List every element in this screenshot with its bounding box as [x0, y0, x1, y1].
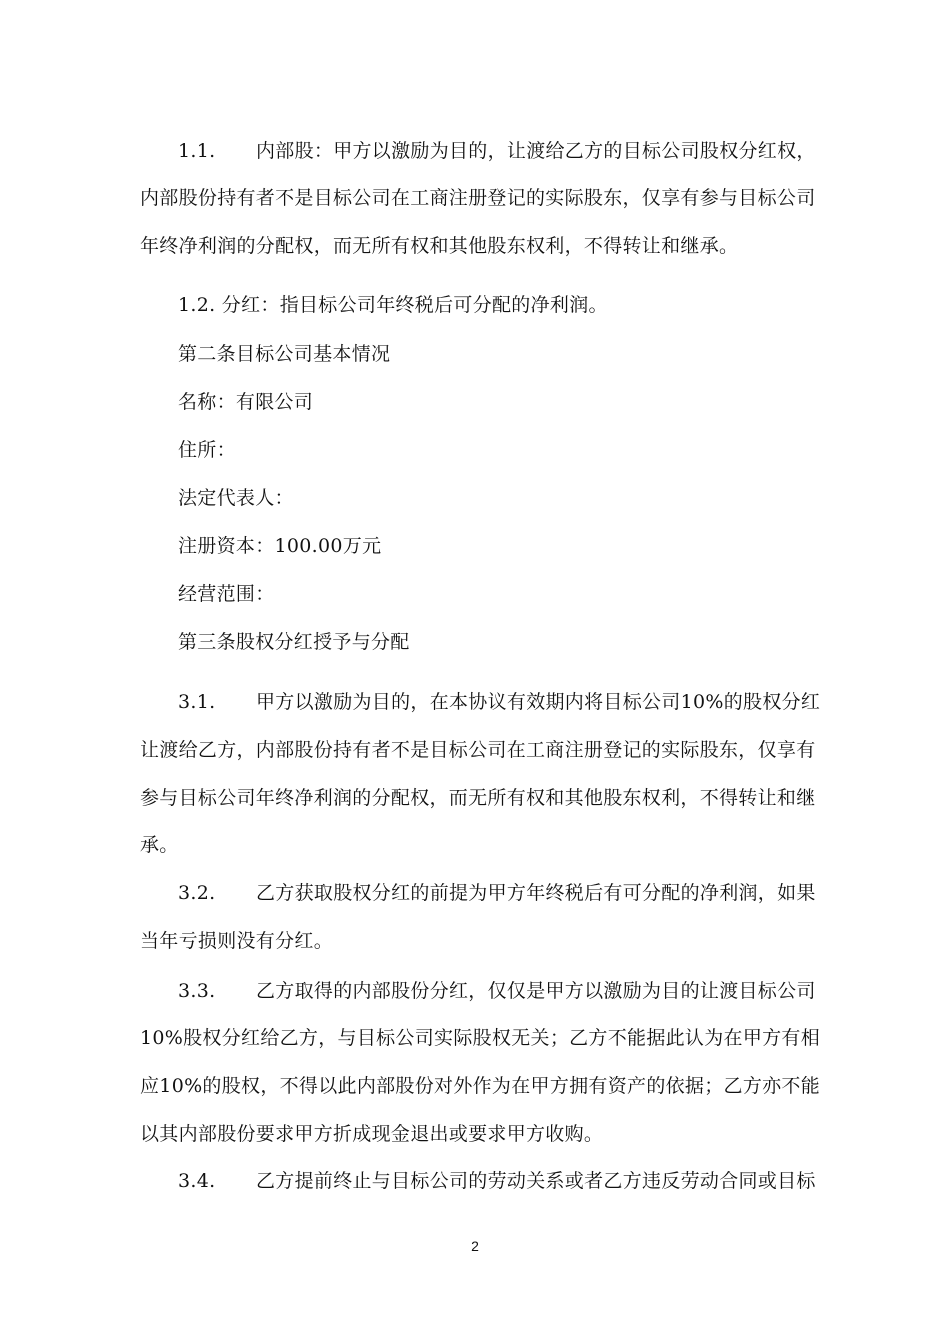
clause-text: 乙方获取股权分红的前提为甲方年终税后有可分配的净利润，如果 [256, 882, 816, 904]
business-scope: 经营范围： [178, 583, 275, 605]
paragraph-3-3-line-2: 10%股权分红给乙方，与目标公司实际股权无关；乙方不能据此认为在甲方有相 [140, 1027, 821, 1049]
paragraph-3-4-line-1 [178, 1168, 850, 1194]
paragraph-1-1-line-3: 年终净利润的分配权，而无所有权和其他股东权利，不得转让和继承。 [140, 235, 739, 257]
clause-number: 1.1. [178, 140, 216, 162]
paragraph-3-1-line-1 [178, 689, 850, 715]
registered-capital: 注册资本：100.00万元 [178, 535, 382, 557]
clause-text: 甲方以激励为目的，在本协议有效期内将目标公司10%的股权分红 [256, 691, 821, 713]
clause-number: 3.1. [178, 691, 216, 713]
company-address: 住所： [178, 439, 236, 461]
article-3-heading: 第三条股权分红授予与分配 [178, 631, 410, 653]
legal-representative: 法定代表人： [178, 487, 294, 509]
clause-text: 乙方提前终止与目标公司的劳动关系或者乙方违反劳动合同或目标 [256, 1170, 816, 1192]
paragraph-3-1-line-2: 让渡给乙方，内部股份持有者不是目标公司在工商注册登记的实际股东，仅享有 [140, 739, 816, 761]
paragraph-3-1-line-4: 承。 [140, 834, 179, 856]
paragraph-3-3-line-1 [178, 978, 850, 1004]
clause-text: 乙方取得的内部股份分红，仅仅是甲方以激励为目的让渡目标公司 [256, 980, 816, 1002]
paragraph-1-2: 1.2. 分红：指目标公司年终税后可分配的净利润。 [178, 294, 608, 316]
clause-number: 3.2. [178, 882, 216, 904]
paragraph-3-2-line-1 [178, 880, 850, 906]
clause-text: 内部股：甲方以激励为目的，让渡给乙方的目标公司股权分红权， [256, 140, 816, 162]
paragraph-3-3-line-4: 以其内部股份要求甲方折成现金退出或要求甲方收购。 [140, 1123, 604, 1145]
page-number: 2 [471, 1238, 479, 1254]
company-name: 名称：有限公司 [178, 391, 314, 413]
paragraph-1-1-line-1 [178, 138, 850, 164]
paragraph-1-1-line-2: 内部股份持有者不是目标公司在工商注册登记的实际股东，仅享有参与目标公司 [140, 187, 816, 209]
article-2-heading: 第二条目标公司基本情况 [178, 343, 391, 365]
paragraph-3-2-line-2: 当年亏损则没有分红。 [140, 930, 334, 952]
clause-number: 3.4. [178, 1170, 216, 1192]
paragraph-3-3-line-3: 应10%的股权，不得以此内部股份对外作为在甲方拥有资产的依据；乙方亦不能 [140, 1075, 821, 1097]
clause-number: 3.3. [178, 980, 216, 1002]
paragraph-3-1-line-3: 参与目标公司年终净利润的分配权，而无所有权和其他股东权利，不得转让和继 [140, 787, 816, 809]
